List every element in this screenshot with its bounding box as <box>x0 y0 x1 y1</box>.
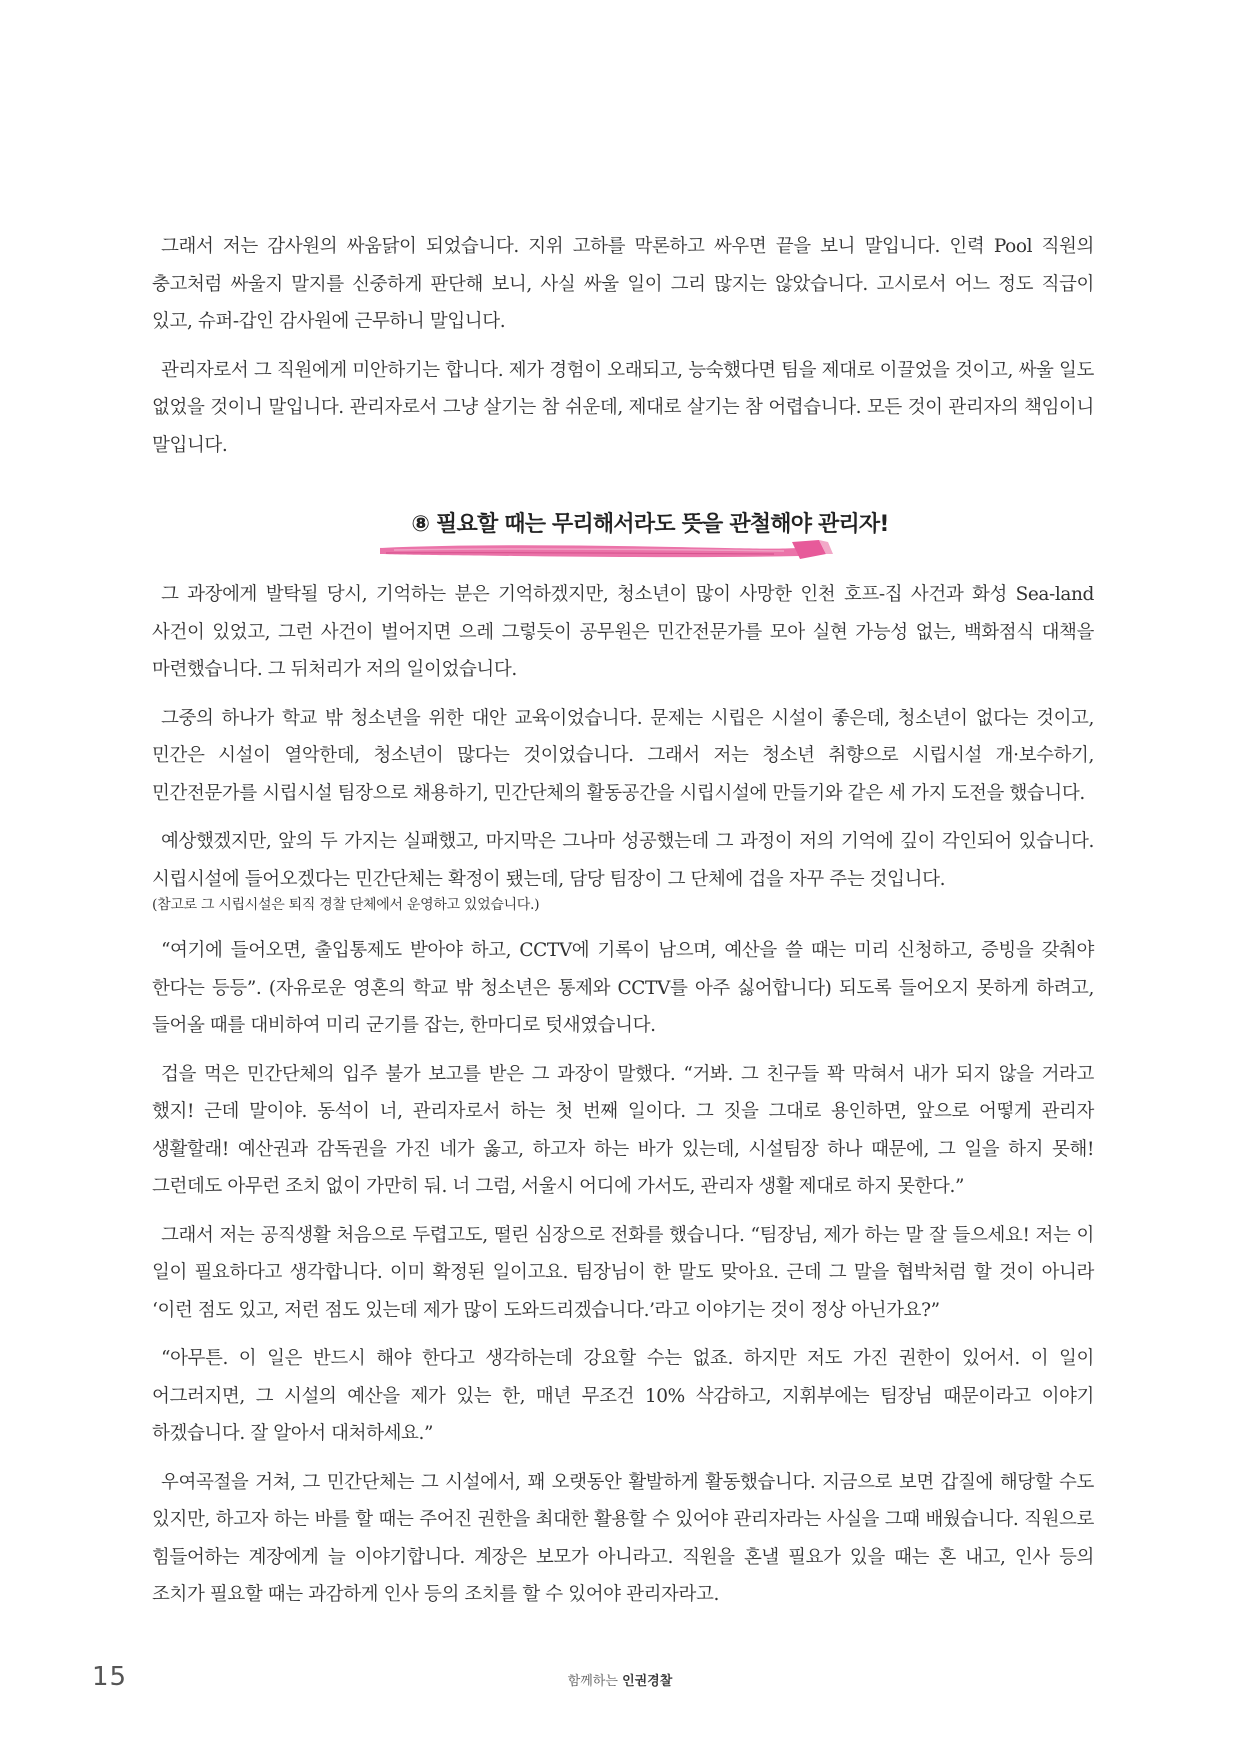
footnote-text: (참고로 그 시립시설은 퇴직 경찰 단체에서 운영하고 있었습니다.) <box>152 897 540 913</box>
body-paragraph: 우여곡절을 거쳐, 그 민간단체는 그 시설에서, 꽤 오랫동안 활발하게 활동했습니다. 지금으로 보면 갑질에 해당할 수도 있지만, 하고자 하는 바를 할 때는 주어진 권한을 최대한 활용할 수 있어야 관리자라는 사실을 그때 배웠습니다. 직원으로 힘들어하는 계장에게 늘 이야기합니다. 계장은 보모가 아니라고. 직원을 혼낼 필요가 있을 때는 혼 내고, 인사 등의 조치가 필요할 때는 과감하게 인사 등의 조치를 할 수 있어야 관리자라고. <box>152 1471 1094 1605</box>
quote-paragraph: 겁을 먹은 민간단체의 입주 불가 보고를 받은 그 과장이 말했다. “거봐. 그 친구들 꽉 막혀서 내가 되지 않을 거라고 했지! 근데 말이야. 동석이 너, 관리자로서 하는 첫 번째 일이다. 그 짓을 그대로 용인하면, 앞으로 어떻게 관리자 생활할래! 예산권과 감독권을 가진 네가 옳고, 하고자 하는 바가 있는데, 시설팀장 하나 때문에, 그 일을 하지 못해! 그런데도 아무런 조치 없이 가만히 둬. 너 그럼, 서울시 어디에 가서도, 관리자 생활 제대로 하지 못한다.” <box>152 1063 1094 1197</box>
body-paragraph: 관리자로서 그 직원에게 미안하기는 합니다. 제가 경험이 오래되고, 능숙했다면 팀을 제대로 이끌었을 것이고, 싸울 일도 없었을 것이니 말입니다. 관리자로서 그냥 살기는 참 쉬운데, 제대로 살기는 참 어렵습니다. 모든 것이 관리자의 책임이니 말입니다. <box>152 359 1094 456</box>
publication-title <box>0 1670 1240 1689</box>
quote-paragraph: “아무튼. 이 일은 반드시 해야 한다고 생각하는데 강요할 수는 없죠. 하지만 저도 가진 권한이 있어서. 이 일이 어그러지면, 그 시설의 예산을 제가 있는 한, 매년 무조건 10% 삭감하고, 지휘부에는 팀장님 때문이라고 이야기 하겠습니다. 잘 알아서 대처하세요.” <box>152 1348 1094 1444</box>
body-paragraph: 그 과장에게 발탁될 당시, 기억하는 분은 기억하겠지만, 청소년이 많이 사망한 인천 호프-집 사건과 화성 Sea-land 사건이 있었고, 그런 사건이 벌어지면 으레 그렇듯이 공무원은 민간전문가를 모아 실현 가능성 없는, 백화점식 대책을 마련했습니다. 그 뒤처리가 저의 일이었습니다. <box>152 584 1094 680</box>
section-heading <box>380 510 920 570</box>
body-paragraph: 예상했겠지만, 앞의 두 가지는 실패했고, 마지막은 그나마 성공했는데 그 과정이 저의 기억에 깊이 각인되어 있습니다. 시립시설에 들어오겠다는 민간단체는 확정이 됐는데, 담당 팀장이 그 단체에 겁을 자꾸 주는 것입니다. <box>152 831 1094 890</box>
brush-stroke-underline <box>374 536 834 570</box>
body-paragraph: 그래서 저는 감사원의 싸움닭이 되었습니다. 지위 고하를 막론하고 싸우면 끝을 보니 말입니다. 인력 Pool 직원의 충고처럼 싸울지 말지를 신중하게 판단해 보니, 사실 싸울 일이 그리 많지는 않았습니다. 고시로서 어느 정도 직급이 있고, 슈퍼-갑인 감사원에 근무하니 말입니다. <box>152 236 1094 332</box>
main-text-block <box>152 576 1094 1625</box>
publication-title-main: 인권경찰 <box>622 1674 673 1689</box>
page-number: 15 <box>92 1662 128 1692</box>
quote-paragraph: “여기에 들어오면, 출입통제도 받아야 하고, CCTV에 기록이 남으며, 예산을 쓸 때는 미리 신청하고, 증빙을 갖춰야 한다는 등등”. (자유로운 영혼의 학교 밖 청소년은 통제와 CCTV를 아주 싫어합니다) 되도록 들어오지 못하게 하려고, 들어올 때를 대비하여 미리 군기를 잡는, 한마디로 텃새였습니다. <box>152 940 1094 1036</box>
quote-paragraph: 그래서 저는 공직생활 처음으로 두렵고도, 떨린 심장으로 전화를 했습니다. “팀장님, 제가 하는 말 잘 들으세요! 저는 이 일이 필요하다고 생각합니다. 이미 확정된 일이고요. 팀장님이 한 말도 맞아요. 근데 그 말을 협박처럼 할 것이 아니라 ‘이런 점도 있고, 저런 점도 있는데 제가 많이 도와드리겠습니다.’라고 이야기는 것이 정상 아닌가요?” <box>152 1224 1094 1321</box>
crayon-icon <box>792 540 833 559</box>
top-text-block <box>152 228 1094 475</box>
publication-title-prefix: 함께하는 <box>567 1674 618 1689</box>
section-heading-text: ⑧ 필요할 때는 무리해서라도 뜻을 관철해야 관리자! <box>411 512 889 537</box>
body-paragraph: 그중의 하나가 학교 밖 청소년을 위한 대안 교육이었습니다. 문제는 시립은 시설이 좋은데, 청소년이 없다는 것이고, 민간은 시설이 열악한데, 청소년이 많다는 것이었습니다. 그래서 저는 청소년 취향으로 시립시설 개·보수하기, 민간전문가를 시립시설 팀장으로 채용하기, 민간단체의 활동공간을 시립시설에 만들기와 같은 세 가지 도전을 했습니다. <box>152 707 1095 804</box>
